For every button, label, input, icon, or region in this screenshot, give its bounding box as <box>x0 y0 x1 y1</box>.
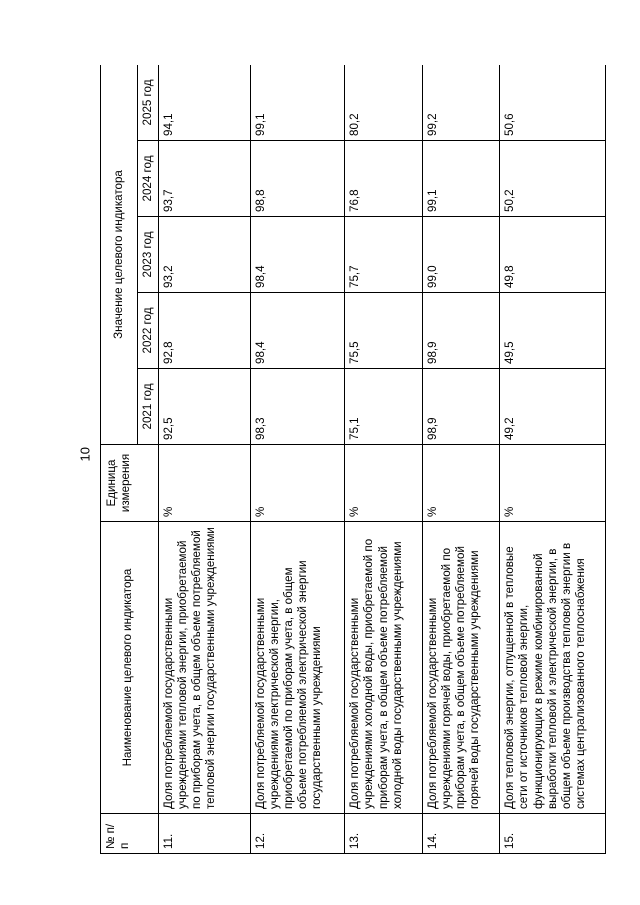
value-cell: 50,6 <box>500 65 606 141</box>
header-year: 2021 год <box>138 369 159 445</box>
indicator-name: Доля тепловой энергии, отпущенной в тепловые сети от источников тепловой энергии, функционирующих в режиме комбинированной выработки тепловой и электрической энергии, в общем объеме производства тепловой энергии в системах централизованного теплоснабжения <box>500 522 606 814</box>
header-year: 2025 год <box>138 65 159 141</box>
rotated-table-container <box>100 65 606 854</box>
row-number: 15. <box>500 814 606 854</box>
unit-cell: % <box>345 445 423 522</box>
indicator-table <box>100 65 606 854</box>
value-cell: 98,8 <box>250 141 345 217</box>
indicator-name: Доля потребляемой государственными учреждениями электрической энергии, приобретаемой по приборам учета, в общем объеме потребляемой электрической энергии государственными учреждениями <box>250 522 345 814</box>
value-cell: 49,2 <box>500 369 606 445</box>
value-cell: 99,0 <box>422 217 500 293</box>
unit-cell: % <box>500 445 606 522</box>
header-year: 2022 год <box>138 293 159 369</box>
unit-cell: % <box>159 445 251 522</box>
row-number: 12. <box>250 814 345 854</box>
value-cell: 98,3 <box>250 369 345 445</box>
table-row <box>422 65 500 854</box>
page-number: 10 <box>77 447 93 462</box>
value-cell: 99,1 <box>250 65 345 141</box>
header-year: 2023 год <box>138 217 159 293</box>
header-number: № п/п <box>101 814 159 854</box>
value-cell: 76,8 <box>345 141 423 217</box>
table-row <box>250 65 345 854</box>
header-year: 2024 год <box>138 141 159 217</box>
value-cell: 98,4 <box>250 217 345 293</box>
unit-cell: % <box>422 445 500 522</box>
header-row <box>101 65 138 854</box>
indicator-name: Доля потребляемой государственными учреждениями холодной воды, приобретаемой по приборам учета, в общем объеме потребляемой холодной воды государственными учреждениями <box>345 522 423 814</box>
row-number: 11. <box>159 814 251 854</box>
unit-cell: % <box>250 445 345 522</box>
indicator-name: Доля потребляемой государственными учреждениями горячей воды, приобретаемой по приборам учета, в общем объеме потребляемой горячей воды государственными учреждениями <box>422 522 500 814</box>
header-values: Значение целевого индикатора <box>101 65 138 445</box>
document-page <box>100 65 606 854</box>
value-cell: 49,8 <box>500 217 606 293</box>
value-cell: 93,7 <box>159 141 251 217</box>
value-cell: 98,9 <box>422 369 500 445</box>
value-cell: 75,1 <box>345 369 423 445</box>
value-cell: 94,1 <box>159 65 251 141</box>
value-cell: 92,5 <box>159 369 251 445</box>
value-cell: 99,2 <box>422 65 500 141</box>
value-cell: 98,9 <box>422 293 500 369</box>
value-cell: 49,5 <box>500 293 606 369</box>
indicator-name: Доля потребляемой государственными учреждениями тепловой энергии, приобретаемой по приборам учета, в общем объеме потребляемой тепловой энергии государственными учреждениями <box>159 522 251 814</box>
value-cell: 75,7 <box>345 217 423 293</box>
row-number: 13. <box>345 814 423 854</box>
value-cell: 75,5 <box>345 293 423 369</box>
header-unit: Единица измерения <box>101 445 159 522</box>
value-cell: 98,4 <box>250 293 345 369</box>
value-cell: 93,2 <box>159 217 251 293</box>
value-cell: 80,2 <box>345 65 423 141</box>
value-cell: 50,2 <box>500 141 606 217</box>
table-row <box>159 65 251 854</box>
header-name: Наименование целевого индикатора <box>101 522 159 814</box>
value-cell: 99,1 <box>422 141 500 217</box>
table-row <box>500 65 606 854</box>
table-row <box>345 65 423 854</box>
row-number: 14. <box>422 814 500 854</box>
value-cell: 92,8 <box>159 293 251 369</box>
